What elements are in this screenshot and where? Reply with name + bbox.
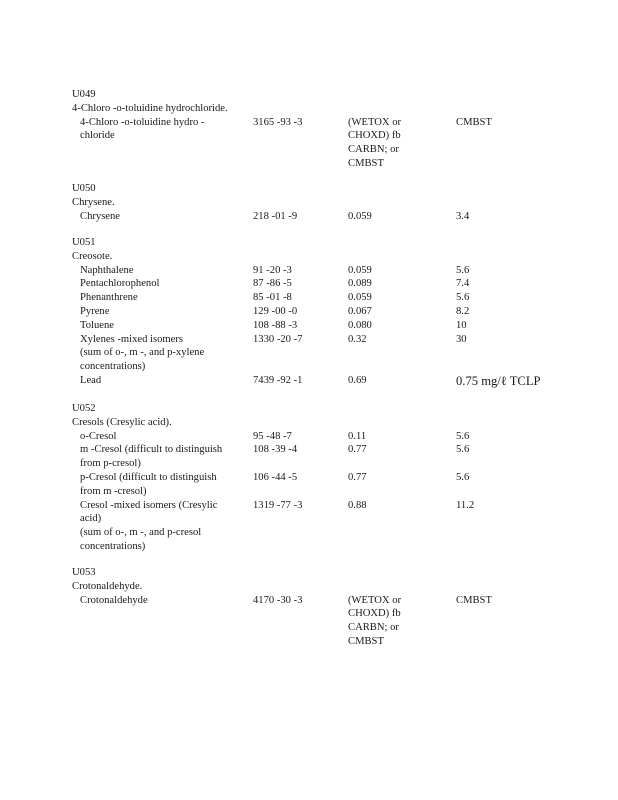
constituent-name: Pyrene — [80, 306, 110, 317]
cas-number: 1330 -20 -7 — [253, 333, 303, 345]
nonwastewater-standard: 30 — [456, 333, 467, 345]
cas-number: 7439 -92 -1 — [253, 375, 303, 386]
cas-number: 129 -00 -0 — [253, 306, 298, 317]
constituent-name: p-Cresol (difficult to distinguish — [80, 472, 217, 483]
constituent-name: from m -cresol) — [80, 485, 147, 497]
wastewater-standard: 0.32 — [348, 333, 367, 345]
nonwastewater-standard: CMBST — [456, 116, 492, 128]
cas-number: 87 -86 -5 — [253, 278, 292, 290]
wastewater-standard: 0.089 — [348, 278, 372, 290]
wastewater-standard: 0.059 — [348, 264, 372, 276]
nonwastewater-standard: 0.75 mg/ℓ TCLP — [456, 373, 541, 388]
cas-number: 3165 -93 -3 — [253, 116, 303, 128]
waste-title: Chrysene. — [72, 196, 115, 208]
constituent-name: Toluene — [80, 319, 114, 331]
cas-number: 108 -39 -4 — [253, 444, 298, 456]
waste-code: U051 — [72, 237, 96, 248]
nonwastewater-standard: 5.6 — [456, 292, 470, 304]
nonwastewater-standard: CMBST — [456, 594, 492, 606]
waste-title: 4-Chloro -o-toluidine hydrochloride. — [72, 102, 228, 114]
nonwastewater-standard: 3.4 — [456, 210, 470, 222]
constituent-name: Xylenes -mixed isomers — [80, 333, 183, 345]
wastewater-standard: 0.059 — [348, 210, 372, 222]
nonwastewater-standard: 5.6 — [456, 472, 470, 483]
constituent-name: acid) — [80, 513, 102, 525]
constituent-name: Naphthalene — [80, 264, 134, 276]
waste-code: U053 — [72, 567, 96, 578]
wastewater-standard: CARBN; or — [348, 144, 399, 156]
constituent-name: Cresol -mixed isomers (Cresylic — [80, 499, 218, 511]
nonwastewater-standard: 5.6 — [456, 444, 470, 456]
wastewater-standard: CARBN; or — [348, 622, 399, 634]
wastewater-standard: 0.059 — [348, 292, 372, 304]
waste-title: Creosote. — [72, 250, 113, 262]
wastewater-standard: 0.69 — [348, 375, 367, 386]
wastewater-standard: 0.77 — [348, 444, 367, 456]
wastewater-standard: 0.77 — [348, 472, 367, 483]
cas-number: 108 -88 -3 — [253, 319, 298, 331]
waste-title: Crotonaldehyde. — [72, 580, 143, 592]
wastewater-standard: CMBST — [348, 158, 384, 169]
nonwastewater-standard: 11.2 — [456, 499, 475, 511]
constituent-name: (sum of o-, m -, and p-xylene — [80, 347, 205, 359]
nonwastewater-standard: 8.2 — [456, 306, 470, 317]
wastewater-standard: 0.11 — [348, 430, 367, 442]
waste-title: Cresols (Cresylic acid). — [72, 416, 172, 428]
cas-number: 218 -01 -9 — [253, 210, 298, 222]
nonwastewater-standard: 5.6 — [456, 264, 470, 276]
cas-number: 85 -01 -8 — [253, 292, 292, 304]
cas-number: 91 -20 -3 — [253, 264, 292, 276]
constituent-name: o-Cresol — [80, 430, 117, 442]
cas-number: 95 -48 -7 — [253, 430, 292, 442]
wastewater-standard: (WETOX or — [348, 116, 402, 128]
constituent-name: Lead — [80, 375, 102, 386]
wastewater-standard: 0.88 — [348, 499, 367, 511]
cas-number: 1319 -77 -3 — [253, 499, 303, 511]
nonwastewater-standard: 10 — [456, 319, 467, 331]
constituent-name: concentrations) — [80, 541, 146, 552]
wastewater-standard: 0.080 — [348, 319, 372, 331]
constituent-name: concentrations) — [80, 361, 146, 373]
waste-code: U052 — [72, 403, 96, 414]
nonwastewater-standard: 5.6 — [456, 430, 470, 442]
constituent-name: from p-cresol) — [80, 458, 141, 470]
constituent-name: chloride — [80, 130, 115, 142]
wastewater-standard: (WETOX or — [348, 594, 402, 606]
wastewater-standard: CHOXD) fb — [348, 608, 401, 620]
wastewater-standard: CHOXD) fb — [348, 130, 401, 142]
nonwastewater-standard: 7.4 — [456, 278, 470, 290]
cas-number: 4170 -30 -3 — [253, 594, 303, 606]
constituent-name: Crotonaldehyde — [80, 594, 148, 606]
waste-code: U050 — [72, 183, 96, 194]
cas-number: 106 -44 -5 — [253, 472, 298, 483]
wastewater-standard: CMBST — [348, 636, 384, 647]
constituent-name: Chrysene — [80, 210, 121, 222]
waste-code: U049 — [72, 89, 96, 100]
wastewater-standard: 0.067 — [348, 306, 372, 317]
constituent-name: 4-Chloro -o-toluidine hydro - — [80, 116, 205, 128]
constituent-name: (sum of o-, m -, and p-cresol — [80, 527, 202, 539]
constituent-name: m -Cresol (difficult to distinguish — [80, 444, 223, 456]
constituent-name: Phenanthrene — [80, 292, 138, 304]
constituent-name: Pentachlorophenol — [80, 278, 160, 290]
